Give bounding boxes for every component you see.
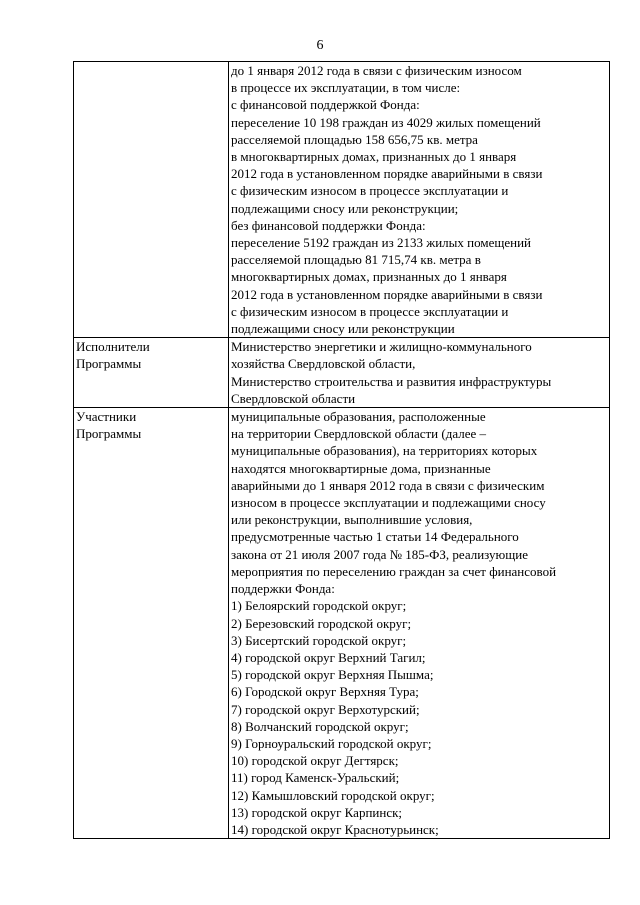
content-line: 2) Березовский городской округ; xyxy=(231,615,412,631)
content-line: 14) городской округ Краснотурьинск; xyxy=(231,821,439,837)
row-label-line: Программы xyxy=(76,426,142,442)
content-line: с физическим износом в процессе эксплуатации и xyxy=(231,303,509,319)
content-line: 11) город Каменск-Уральский; xyxy=(231,770,400,786)
content-line: 2012 года в установленном порядке аварийными в связи xyxy=(231,286,543,302)
content-line: на территории Свердловской области (далее – xyxy=(231,426,486,442)
table-row xyxy=(74,62,610,338)
content-line: закона от 21 июля 2007 года № 185-ФЗ, реализующие xyxy=(231,546,528,562)
row-content-cell xyxy=(229,408,610,839)
content-line: мероприятия по переселению граждан за счет финансовой xyxy=(231,563,557,579)
table-row xyxy=(74,338,610,408)
row-content-cell xyxy=(229,338,610,408)
content-line: 7) городской округ Верхотурский; xyxy=(231,701,420,717)
content-line: поддержки Фонда: xyxy=(231,581,335,597)
content-line: 9) Горноуральский городской округ; xyxy=(231,735,432,751)
table-row xyxy=(74,408,610,839)
row-label-cell xyxy=(74,62,229,338)
content-line: с физическим износом в процессе эксплуатации и xyxy=(231,183,509,199)
content-line: 2012 года в установленном порядке аварийными в связи xyxy=(231,166,543,182)
content-line: подлежащими сносу или реконструкции; xyxy=(231,200,459,216)
content-line: 13) городской округ Карпинск; xyxy=(231,804,403,820)
content-line: расселяемой площадью 81 715,74 кв. метра в xyxy=(231,252,481,268)
content-line: переселение 10 198 граждан из 4029 жилых помещений xyxy=(231,114,541,130)
content-line: без финансовой поддержки Фонда: xyxy=(231,217,426,233)
content-line: хозяйства Свердловской области, xyxy=(231,356,416,372)
content-line: многоквартирных домах, признанных до 1 января xyxy=(231,269,507,285)
row-label-line: Программы xyxy=(76,356,142,372)
content-line: 12) Камышловский городской округ; xyxy=(231,787,435,803)
content-line: Министерство энергетики и жилищно-коммунального xyxy=(231,339,532,355)
content-line: до 1 января 2012 года в связи с физическим износом xyxy=(231,63,522,78)
content-line: предусмотренные частью 1 статьи 14 Федерального xyxy=(231,529,519,545)
row-label-line: Участники xyxy=(76,409,137,425)
content-line: 5) городской округ Верхняя Пышма; xyxy=(231,667,434,683)
row-label-cell xyxy=(74,338,229,408)
content-line: аварийными до 1 января 2012 года в связи с физическим xyxy=(231,477,545,493)
content-line: 1) Белоярский городской округ; xyxy=(231,598,407,614)
content-line: переселение 5192 граждан из 2133 жилых помещений xyxy=(231,235,531,251)
content-line: муниципальные образования), на территориях которых xyxy=(231,443,538,459)
content-line: расселяемой площадью 158 656,75 кв. метра xyxy=(231,131,478,147)
content-line: 4) городской округ Верхний Тагил; xyxy=(231,649,426,665)
content-line: находятся многоквартирные дома, признанные xyxy=(231,460,491,476)
content-line: износом в процессе эксплуатации и подлежащими сносу xyxy=(231,495,546,511)
content-line: муниципальные образования, расположенные xyxy=(231,409,486,425)
table-body xyxy=(74,62,610,839)
row-label-line: Исполнители xyxy=(76,339,150,355)
content-line: в процессе их эксплуатации, в том числе: xyxy=(231,80,461,96)
content-line: 6) Городской округ Верхняя Тура; xyxy=(231,684,419,700)
content-line: 3) Бисертский городской округ; xyxy=(231,632,407,648)
content-line: или реконструкции, выполнившие условия, xyxy=(231,512,473,528)
content-line: с финансовой поддержкой Фонда: xyxy=(231,97,420,113)
row-content-cell xyxy=(229,62,610,338)
content-line: 10) городской округ Дегтярск; xyxy=(231,753,399,769)
content-line: Министерство строительства и развития инфраструктуры xyxy=(231,373,552,389)
page-number: 6 xyxy=(316,38,324,53)
program-passport-table xyxy=(73,61,610,839)
content-line: 8) Волчанский городской округ; xyxy=(231,718,409,734)
content-line: подлежащими сносу или реконструкции xyxy=(231,321,455,337)
row-label-cell xyxy=(74,408,229,839)
content-line: Свердловской области xyxy=(231,390,356,406)
content-line: в многоквартирных домах, признанных до 1 января xyxy=(231,149,517,165)
